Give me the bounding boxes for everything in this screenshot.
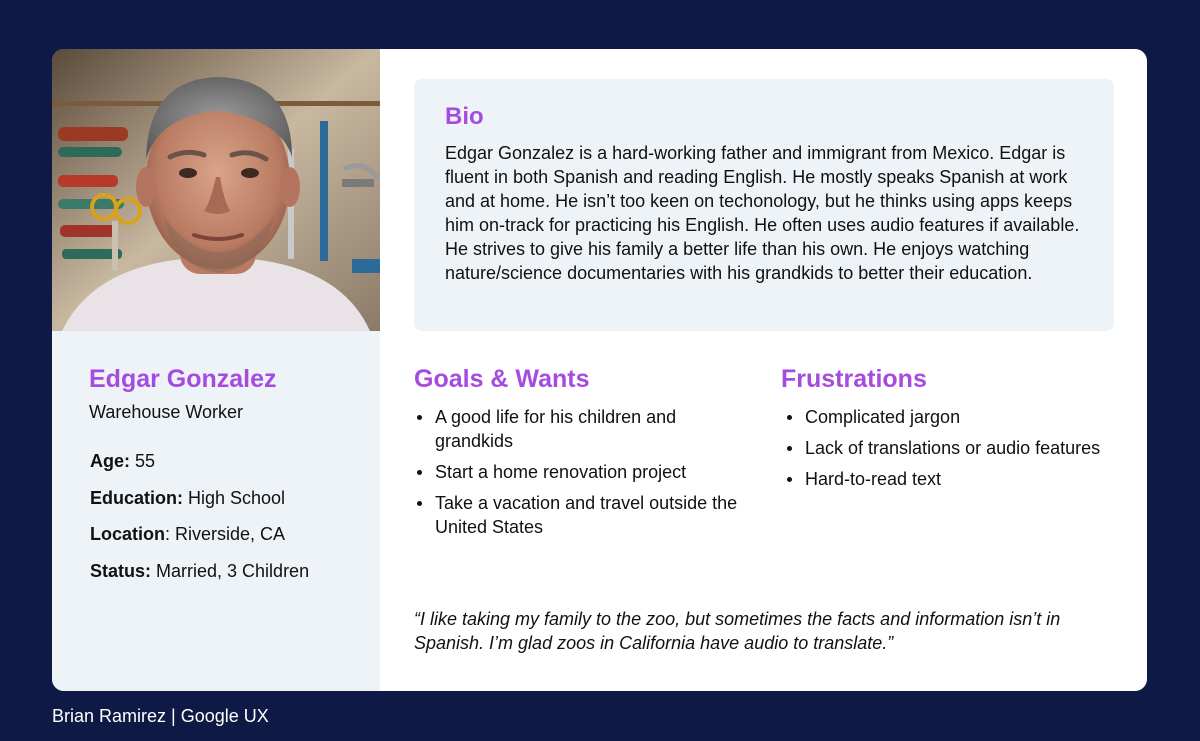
list-item: Hard-to-read text — [784, 467, 1114, 491]
persona-card — [52, 49, 1147, 691]
goals-list — [414, 405, 744, 546]
fact-location — [90, 524, 309, 561]
footer-credit: Brian Ramirez | Google UX — [52, 706, 269, 726]
fact-value: Married, 3 Children — [151, 561, 310, 582]
persona-name: Edgar Gonzalez — [89, 365, 277, 393]
bio-panel — [414, 79, 1114, 331]
persona-facts — [90, 451, 309, 598]
persona-photo — [52, 49, 380, 331]
persona-quote: “I like taking my family to the zoo, but sometimes the facts and information isn’t in Spanish. I’m glad zoos in California have audio to translate.” — [414, 609, 1061, 653]
fact-value: High School — [183, 487, 286, 508]
fact-label: Location — [90, 524, 165, 545]
list-item: A good life for his children and grandkids — [414, 405, 744, 453]
fact-value: : Riverside, CA — [165, 524, 286, 545]
fact-status — [90, 561, 309, 598]
fact-education — [90, 488, 309, 525]
list-item: Lack of translations or audio features — [784, 436, 1114, 460]
persona-role: Warehouse Worker — [89, 402, 244, 422]
list-item: Complicated jargon — [784, 405, 1114, 429]
frustrations-list — [784, 405, 1114, 498]
fact-age — [90, 451, 309, 488]
fact-label: Status: — [90, 561, 152, 582]
portrait-photo-icon — [52, 49, 380, 331]
list-item: Start a home renovation project — [414, 460, 744, 484]
bio-text: Edgar Gonzalez is a hard-working father and immigrant from Mexico. Edgar is fluent in both Spanish and reading English. He mostly speaks Spanish at work and at home. He isn’t too keen on techonology, but he thinks using apps keeps him on-track for practicing his English. He often uses audio features if available. He strives to give his family a better life than his own. He enjoys watching nature/science documentaries with his grandkids to better their education. — [445, 143, 1080, 283]
fact-label: Education: — [90, 487, 183, 508]
list-item: Take a vacation and travel outside the United States — [414, 491, 744, 539]
fact-label: Age: — [90, 451, 130, 471]
goals-title: Goals & Wants — [414, 365, 590, 393]
fact-value: 55 — [130, 451, 156, 471]
frustrations-title: Frustrations — [781, 365, 927, 393]
profile-column — [52, 49, 380, 691]
bio-title: Bio — [445, 103, 484, 130]
